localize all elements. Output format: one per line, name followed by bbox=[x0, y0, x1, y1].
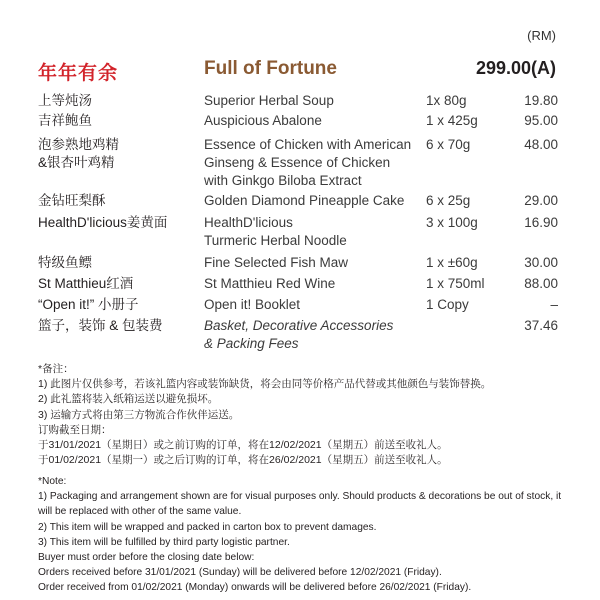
item-row bbox=[38, 214, 558, 254]
note-line: 1) Packaging and arrangement shown are for visual purposes only. Should products & decorations be out of stock, it bbox=[38, 491, 562, 503]
item-quantity: 3 x 100g bbox=[426, 215, 478, 230]
item-name-english: Basket, Decorative Accessories & Packing Fees bbox=[204, 318, 394, 351]
item-row bbox=[38, 275, 558, 296]
item-price: – bbox=[550, 297, 558, 312]
item-name-chinese: 特级鱼鳔 bbox=[38, 255, 92, 270]
item-row bbox=[38, 136, 558, 192]
product-price: 299.00(A) bbox=[475, 58, 556, 78]
item-name-chinese: St Matthieu红酒 bbox=[38, 276, 134, 291]
note-line: 2) 此礼篮将装入纸箱运送以避免损坏。 bbox=[38, 393, 219, 406]
item-price: 48.00 bbox=[524, 137, 558, 152]
item-name-chinese: 篮子，装饰 & 包装费 bbox=[38, 318, 163, 333]
item-quantity: 1x 80g bbox=[426, 93, 467, 108]
item-name-chinese: “Open it!” 小册子 bbox=[38, 297, 139, 312]
note-line: 1) 此图片仅供参考，若该礼篮内容或装饰缺货，将会由同等价格产品代替或其他颜色与装饰替换。 bbox=[38, 378, 492, 391]
item-row bbox=[38, 296, 558, 317]
item-name-english: St Matthieu Red Wine bbox=[204, 276, 336, 291]
product-title-chinese: 年年有余 bbox=[38, 63, 119, 84]
item-name-english: HealthD'licious Turmeric Herbal Noodle bbox=[204, 215, 347, 248]
note-line: 3) This item will be fulfilled by third party logistic partner. bbox=[38, 536, 290, 548]
item-quantity: 1 x 750ml bbox=[426, 276, 485, 291]
note-line: Order received from 01/02/2021 (Monday) onwards will be delivered before 26/02/2021 (Friday). bbox=[38, 582, 472, 594]
item-name-english: Auspicious Abalone bbox=[204, 113, 322, 128]
item-name-english: Fine Selected Fish Maw bbox=[204, 255, 349, 270]
item-row bbox=[38, 192, 558, 214]
note-line: 2) This item will be wrapped and packed in carton box to prevent damages. bbox=[38, 521, 377, 533]
note-line: Orders received before 31/01/2021 (Sunday) will be delivered before 12/02/2021 (Friday). bbox=[38, 567, 442, 579]
item-row bbox=[38, 254, 558, 275]
currency-label: (RM) bbox=[527, 28, 556, 43]
item-name-chinese: 上等炖汤 bbox=[38, 93, 92, 108]
item-name-chinese: 金钻旺梨酥 bbox=[38, 193, 106, 208]
item-quantity: 1 x ±60g bbox=[426, 255, 478, 270]
item-list bbox=[38, 92, 558, 357]
item-quantity: 6 x 70g bbox=[426, 137, 471, 152]
note-line: will be replaced with other of the same value. bbox=[38, 506, 242, 518]
item-price: 30.00 bbox=[524, 255, 558, 270]
item-price: 37.46 bbox=[524, 318, 558, 333]
item-price: 95.00 bbox=[524, 113, 558, 128]
item-name-english: Superior Herbal Soup bbox=[204, 93, 334, 108]
item-price: 29.00 bbox=[524, 193, 558, 208]
item-row bbox=[38, 317, 558, 357]
item-row bbox=[38, 112, 558, 136]
item-quantity: 1 x 425g bbox=[426, 113, 478, 128]
note-line: 订购截至日期： bbox=[38, 423, 112, 436]
item-quantity: 6 x 25g bbox=[426, 193, 471, 208]
note-line: *Note: bbox=[38, 476, 67, 487]
note-line: 于01/02/2021（星期一）或之后订购的订单，将在26/02/2021（星期五）前送至收礼人。 bbox=[38, 454, 448, 467]
item-price: 19.80 bbox=[524, 93, 558, 108]
item-price: 16.90 bbox=[524, 215, 558, 230]
item-name-chinese: 吉祥鲍鱼 bbox=[38, 113, 92, 128]
item-quantity: 1 Copy bbox=[426, 297, 469, 312]
item-row bbox=[38, 92, 558, 112]
item-name-english: Golden Diamond Pineapple Cake bbox=[204, 193, 405, 208]
item-name-english: Open it! Booklet bbox=[204, 297, 301, 312]
notes-english bbox=[38, 474, 578, 596]
notes-chinese bbox=[38, 362, 578, 468]
item-price: 88.00 bbox=[524, 276, 558, 291]
item-name-chinese: HealthD'licious姜黄面 bbox=[38, 215, 168, 230]
note-line: 于31/01/2021（星期日）或之前订购的订单，将在12/02/2021（星期五）前送至收礼人。 bbox=[38, 439, 448, 452]
product-header bbox=[38, 58, 556, 84]
note-line: Buyer must order before the closing date below: bbox=[38, 552, 255, 564]
item-name-english: Essence of Chicken with American Ginseng & Essence of Chicken with Ginkgo Biloba Extract bbox=[204, 137, 412, 188]
item-name-chinese: 泡参熟地鸡精 &银杏叶鸡精 bbox=[38, 137, 119, 170]
note-line: 3) 运输方式将由第三方物流合作伙伴运送。 bbox=[38, 408, 240, 421]
note-line: *备注： bbox=[38, 363, 74, 375]
product-title-english: Full of Fortune bbox=[204, 58, 337, 79]
